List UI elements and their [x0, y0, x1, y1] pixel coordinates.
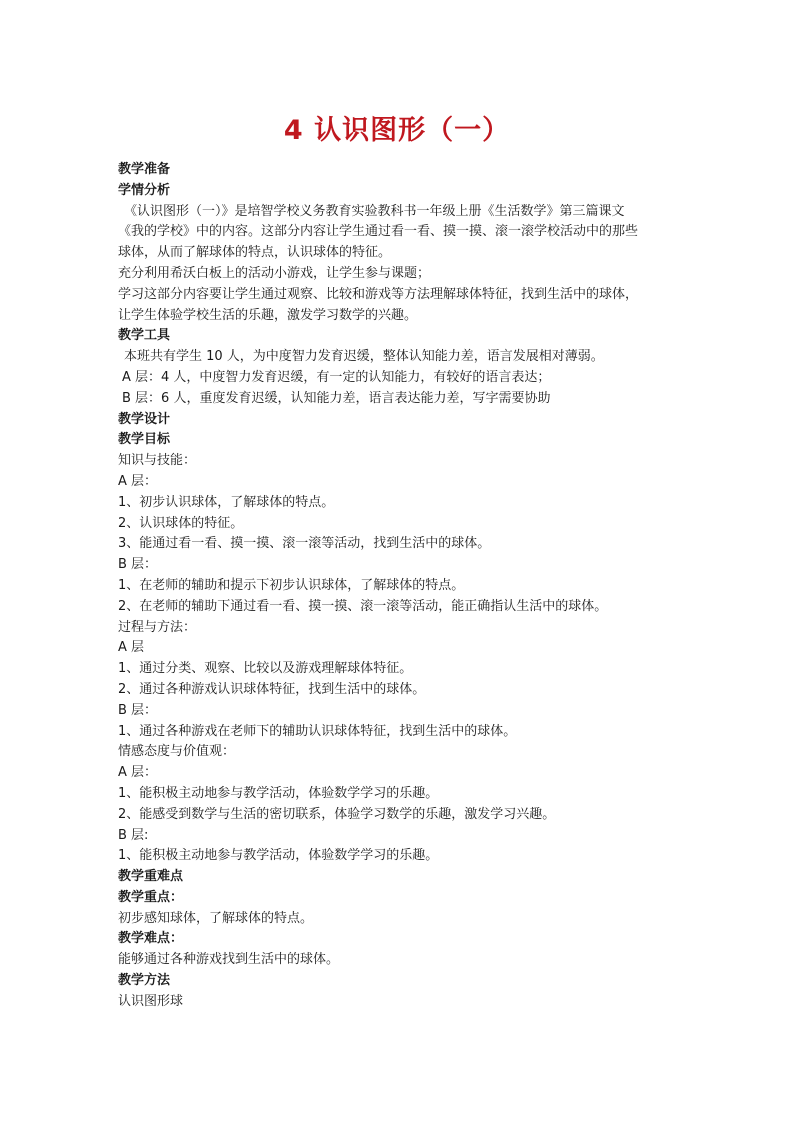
text-line: 1、能积极主动地参与教学活动，体验数学学习的乐趣。 — [118, 848, 439, 864]
text-line: 充分利用希沃白板上的活动小游戏，让学生参与课题； — [118, 265, 431, 281]
document-title: 4 认识图形（一） — [283, 115, 511, 146]
text-line: 1、通过分类、观察、比较以及游戏理解球体特征。 — [118, 661, 413, 677]
text-line: 2、认识球体的特征。 — [118, 515, 244, 531]
text-line: 学习这部分内容要让学生通过观察、比较和游戏等方法理解球体特征，找到生活中的球体， — [118, 286, 639, 302]
section-heading: 教学设计 — [118, 411, 171, 427]
text-line: 初步感知球体，了解球体的特点。 — [118, 910, 314, 926]
text-line: 情感态度与价值观： — [118, 744, 236, 760]
text-line: 2、能感受到数学与生活的密切联系，体验学习数学的乐趣，激发学习兴趣。 — [118, 806, 556, 822]
section-heading: 教学难点： — [118, 931, 184, 947]
text-line: B 层: — [118, 827, 149, 843]
text-line: B 层：6 人，重度发育迟缓，认知能力差，语言表达能力差，写字需要协助 — [122, 390, 551, 406]
text-line: B 层： — [118, 557, 158, 573]
text-line: 认识图形球 — [118, 993, 184, 1009]
text-line: 1、在老师的辅助和提示下初步认识球体，了解球体的特点。 — [118, 577, 465, 593]
text-line: 让学生体验学校生活的乐趣，激发学习数学的兴趣。 — [118, 307, 418, 323]
section-heading: 教学目标 — [118, 432, 171, 448]
text-line: A 层：4 人，中度智力发育迟缓，有一定的认知能力，有较好的语言表达； — [122, 369, 551, 385]
section-heading: 教学方法 — [118, 973, 171, 989]
section-heading: 教学重点： — [118, 889, 184, 905]
document-body — [118, 160, 698, 1013]
text-line: 3、能通过看一看、摸一摸、滚一滚等活动，找到生活中的球体。 — [118, 536, 491, 552]
text-line: 《认识图形（一）》是培智学校义务教育实验教科书一年级上册《生活数学》第三篇课文 — [124, 203, 625, 219]
section-heading: 教学准备 — [118, 162, 171, 177]
text-line: 1、通过各种游戏在老师下的辅助认识球体特征，找到生活中的球体。 — [118, 723, 517, 739]
text-line: 1、初步认识球体，了解球体的特点。 — [118, 494, 335, 510]
text-line: 本班共有学生 10 人，为中度智力发育迟缓，整体认知能力差，语言发展相对薄弱。 — [124, 349, 604, 365]
text-line: A 层 — [118, 640, 145, 656]
text-line: A 层： — [118, 473, 158, 489]
section-heading: 教学重难点 — [118, 869, 184, 885]
text-line: 《我的学校》中的内容。这部分内容让学生通过看一看、摸一摸、滚一滚学校活动中的那些 — [118, 224, 639, 240]
text-line: 球体，从而了解球体的特点，认识球体的特征。 — [118, 245, 392, 261]
text-line: 1、能积极主动地参与教学活动，体验数学学习的乐趣。 — [118, 785, 439, 801]
text-line: 知识与技能： — [118, 453, 197, 469]
section-heading: 学情分析 — [118, 182, 171, 198]
text-line: B 层： — [118, 702, 158, 718]
text-line: 2、在老师的辅助下通过看一看、摸一摸、滚一滚等活动，能正确指认生活中的球体。 — [118, 598, 608, 614]
text-line: 能够通过各种游戏找到生活中的球体。 — [118, 952, 340, 968]
text-line: A 层： — [118, 765, 158, 781]
text-line: 过程与方法： — [118, 619, 197, 635]
section-heading: 教学工具 — [118, 328, 171, 344]
text-line: 2、通过各种游戏认识球体特征，找到生活中的球体。 — [118, 681, 426, 697]
